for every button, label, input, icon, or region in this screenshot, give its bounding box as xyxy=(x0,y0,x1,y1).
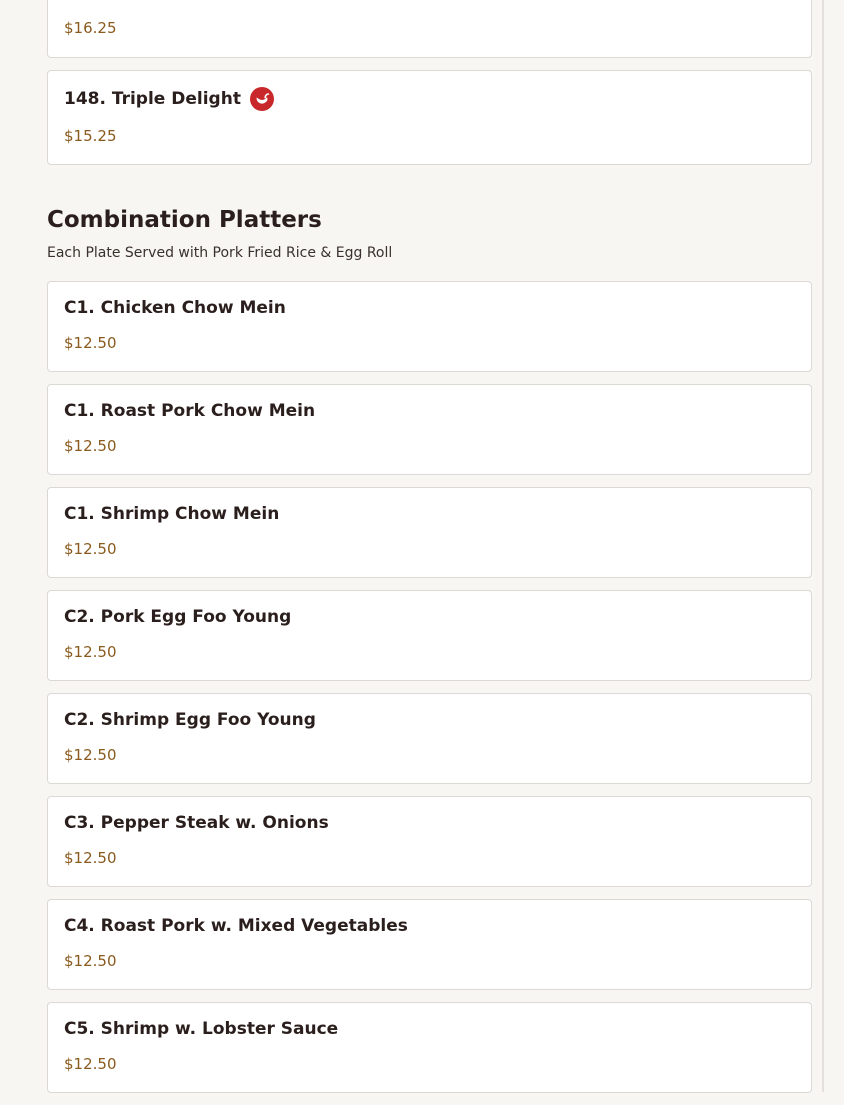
item-name: C3. Pepper Steak w. Onions xyxy=(64,813,329,833)
menu-item-list xyxy=(47,281,812,1093)
menu-item-card[interactable] xyxy=(47,1002,812,1093)
item-name: 148. Triple Delight xyxy=(64,89,241,109)
item-name: C1. Shrimp Chow Mein xyxy=(64,504,280,524)
item-name: C1. Chicken Chow Mein xyxy=(64,298,286,318)
item-name: C4. Roast Pork w. Mixed Vegetables xyxy=(64,916,408,936)
item-name: C2. Shrimp Egg Foo Young xyxy=(64,710,316,730)
spicy-icon xyxy=(250,87,274,111)
menu-item-card[interactable] xyxy=(47,693,812,784)
item-price: $15.25 xyxy=(64,127,117,145)
item-price: $12.50 xyxy=(64,1055,117,1073)
page-right-border xyxy=(822,0,824,1092)
menu-item-card[interactable] xyxy=(47,796,812,887)
item-name: C1. Roast Pork Chow Mein xyxy=(64,401,316,421)
menu-item-card[interactable] xyxy=(47,70,812,165)
section-description: Each Plate Served with Pork Fried Rice & Egg Roll xyxy=(47,245,393,261)
menu-item-card[interactable] xyxy=(47,281,812,372)
menu-page xyxy=(47,0,812,1105)
item-name: C5. Shrimp w. Lobster Sauce xyxy=(64,1019,339,1039)
item-price: $12.50 xyxy=(64,540,117,558)
item-price: $16.25 xyxy=(64,19,117,37)
menu-item-card[interactable] xyxy=(47,487,812,578)
menu-item-card[interactable] xyxy=(47,0,812,58)
item-price: $12.50 xyxy=(64,643,117,661)
menu-item-card[interactable] xyxy=(47,899,812,990)
item-name: C2. Pork Egg Foo Young xyxy=(64,607,292,627)
menu-item-card[interactable] xyxy=(47,590,812,681)
item-price: $12.50 xyxy=(64,437,117,455)
menu-item-card[interactable] xyxy=(47,384,812,475)
item-price: $12.50 xyxy=(64,334,117,352)
item-price: $12.50 xyxy=(64,952,117,970)
item-price: $12.50 xyxy=(64,849,117,867)
item-price: $12.50 xyxy=(64,746,117,764)
item-name-row xyxy=(64,87,274,111)
section-title: Combination Platters xyxy=(47,207,322,233)
